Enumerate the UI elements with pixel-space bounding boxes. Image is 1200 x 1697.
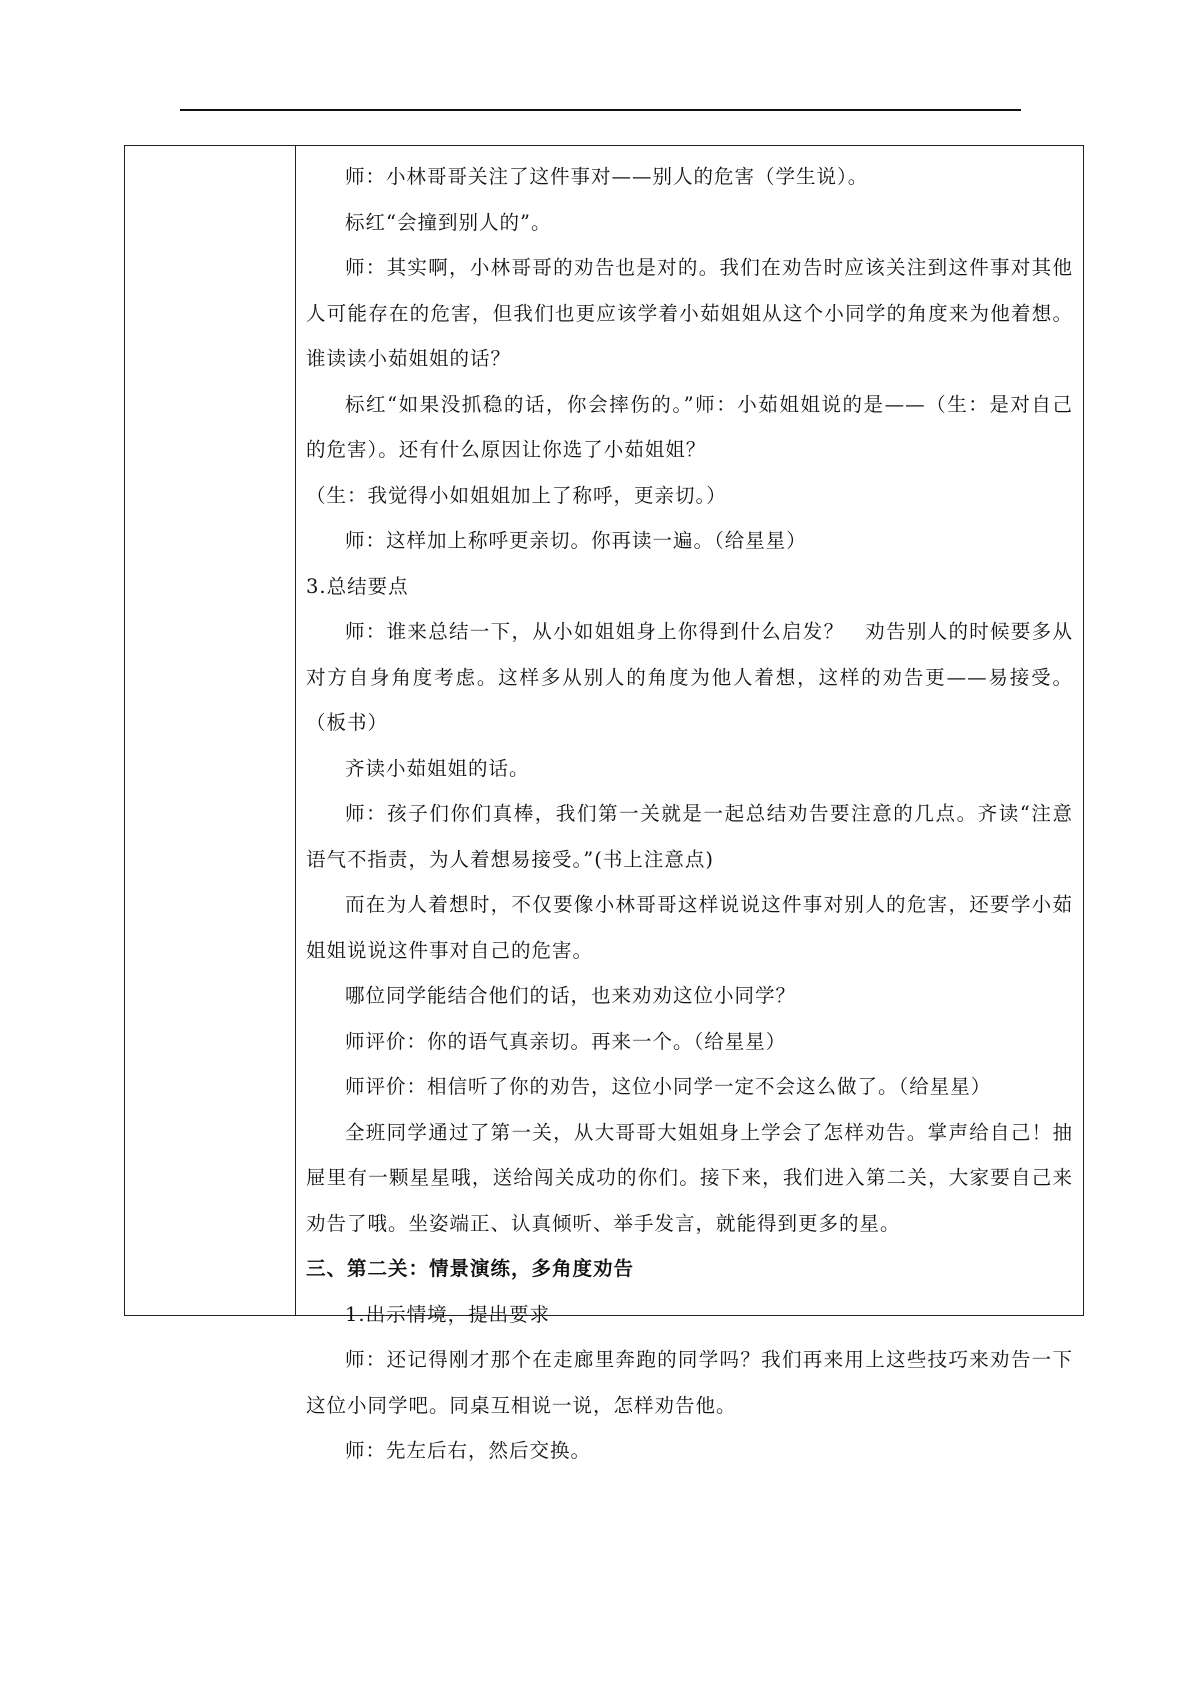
section-subheading: 3.总结要点 bbox=[306, 574, 409, 598]
table-content-cell bbox=[296, 146, 1083, 1462]
paragraph: 师评价：你的语气真亲切。再来一个。（给星星） bbox=[345, 1029, 787, 1053]
paragraph: 齐读小茹姐姐的话。 bbox=[345, 756, 530, 780]
paragraph: 师：先左后右，然后交换。 bbox=[345, 1439, 592, 1462]
paragraph: 师：孩子们你们真棒，我们第一关就是一起总结劝告要注意的几点。齐读“注意语气不指责，为人着想易接受。”(书上注意点) bbox=[306, 802, 1073, 871]
section-heading: 三、第二关：情景演练，多角度劝告 bbox=[306, 1257, 635, 1280]
paragraph: 而在为人着想时，不仅要像小林哥哥这样说说这件事对别人的危害，还要学小茹姐姐说说这件事对自己的危害。 bbox=[306, 893, 1073, 962]
section-subheading: 1.出示情境，提出要求 bbox=[345, 1302, 551, 1326]
paragraph: 师：这样加上称呼更亲切。你再读一遍。（给星星） bbox=[345, 529, 807, 552]
paragraph: 师：小林哥哥关注了这件事对——别人的危害（学生说）。 bbox=[345, 165, 869, 188]
paragraph: 标红“会撞到别人的”。 bbox=[345, 210, 552, 234]
paragraph: 师：谁来总结一下，从小如姐姐身上你得到什么启发？ 劝告别人的时候要多从对方自身角度考虑。这样多从别人的角度为他人着想，这样的劝告更——易接受。（板书） bbox=[306, 620, 1073, 734]
paragraph: 标红“如果没抓稳的话，你会摔伤的。”师：小茹姐姐说的是——（生：是对自己的危害）。还有什么原因让你选了小茹姐姐？ bbox=[306, 392, 1073, 461]
table-left-cell bbox=[125, 146, 296, 1315]
paragraph: （生：我觉得小如姐姐加上了称呼，更亲切。） bbox=[306, 483, 727, 507]
paragraph: 全班同学通过了第一关，从大哥哥大姐姐身上学会了怎样劝告。掌声给自己！抽屉里有一颗星星哦，送给闯关成功的你们。接下来，我们进入第二关，大家要自己来劝告了哦。坐姿端正、认真倾听、举手发言，就能得到更多的星。 bbox=[306, 1120, 1073, 1235]
header-rule bbox=[180, 109, 1021, 111]
paragraph: 师评价：相信听了你的劝告，这位小同学一定不会这么做了。（给星星） bbox=[345, 1075, 992, 1098]
paragraph: 哪位同学能结合他们的话，也来劝劝这位小同学？ bbox=[345, 984, 797, 1007]
lesson-table bbox=[124, 145, 1084, 1462]
paragraph: 师：还记得刚才那个在走廊里奔跑的同学吗？我们再来用上这些技巧来劝告一下这位小同学吧。同桌互相说一说，怎样劝告他。 bbox=[306, 1348, 1073, 1417]
paragraph: 师：其实啊，小林哥哥的劝告也是对的。我们在劝告时应该关注到这件事对其他人可能存在的危害，但我们也更应该学着小茹姐姐从这个小同学的角度来为他着想。谁读读小茹姐姐的话？ bbox=[306, 256, 1073, 370]
